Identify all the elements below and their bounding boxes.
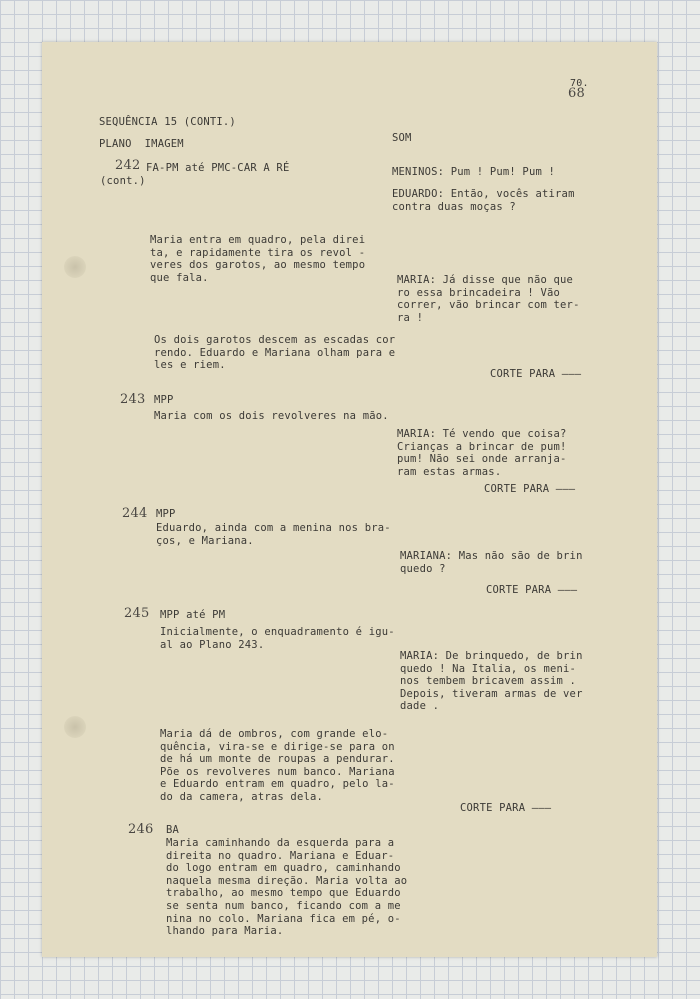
corte-para: CORTE PARA ———: [486, 584, 578, 596]
shot-heading: FA-PM até PMC-CAR A RÉ (cont.): [100, 162, 290, 187]
shot-number: 245: [124, 606, 150, 621]
action-text: Maria caminhando da esquerda para a direita no quadro. Mariana e Eduar- do logo entram em quadro, caminhando naquela mesma direção. Maria volta ao trabalho, ao mesmo tempo que Eduardo se senta num banco, ficando com a me nina no colo. Mariana fica em pé, o- lhando para Maria.: [166, 837, 408, 938]
page-number: 68: [568, 86, 585, 101]
shot-number: 242: [115, 158, 141, 173]
action-text: Maria dá de ombros, com grande elo- quência, vira-se e dirige-se para on de há um monte de roupas a pendurar. Põe os revolveres num banco. Mariana e Eduardo entram em quadro, pelo la- do da camera, atras dela.: [160, 728, 395, 803]
dialogue: MARIANA: Mas não são de brin quedo ?: [400, 550, 583, 575]
shot-heading: BA: [166, 824, 180, 836]
punch-hole: [64, 256, 86, 278]
action-text: Eduardo, ainda com a menina nos bra- ços, e Mariana.: [156, 522, 391, 547]
dialogue: MENINOS: Pum ! Pum! Pum !: [392, 166, 556, 178]
punch-hole: [64, 716, 86, 738]
dialogue: MARIA: Té vendo que coisa? Crianças a brincar de pum! pum! Não sei onde arranja- ram estas armas.: [397, 428, 567, 478]
dialogue: MARIA: Já disse que não que ro essa brincadeira ! Vão correr, vão brincar com ter- ra !: [397, 274, 580, 324]
page-mark-small: 70.: [570, 78, 589, 89]
shot-number: 243: [120, 392, 146, 407]
action-text: Os dois garotos descem as escadas cor rendo. Eduardo e Mariana olham para e les e riem.: [154, 334, 396, 372]
shot-heading: MPP: [156, 508, 176, 520]
action-text: Inicialmente, o enquadramento é igu- al ao Plano 243.: [160, 626, 395, 651]
sequence-title: SEQUÊNCIA 15 (CONTI.): [99, 116, 236, 128]
corte-para: CORTE PARA ———: [460, 802, 552, 814]
dialogue: EDUARDO: Então, vocês atiram contra duas moças ?: [392, 188, 575, 213]
corte-para: CORTE PARA ———: [484, 483, 576, 495]
shot-heading: MPP: [154, 394, 174, 406]
column-som: SOM: [392, 132, 412, 144]
dialogue: MARIA: De brinquedo, de brin quedo ! Na Italia, os meni- nos tembem bricavem assim . Depois, tiveram armas de ver dade .: [400, 650, 583, 713]
shot-number: 244: [122, 506, 148, 521]
shot-number: 246: [128, 822, 154, 837]
action-text: Maria entra em quadro, pela direi ta, e rapidamente tira os revol - veres dos garotos, ao mesmo tempo que fala.: [150, 234, 366, 284]
shot-heading: MPP até PM: [160, 609, 226, 621]
script-page: [42, 42, 657, 957]
action-text: Maria com os dois revolveres na mão.: [154, 410, 389, 422]
column-plano-imagem: PLANO IMAGEM: [99, 138, 184, 150]
corte-para: CORTE PARA ———: [490, 368, 582, 380]
